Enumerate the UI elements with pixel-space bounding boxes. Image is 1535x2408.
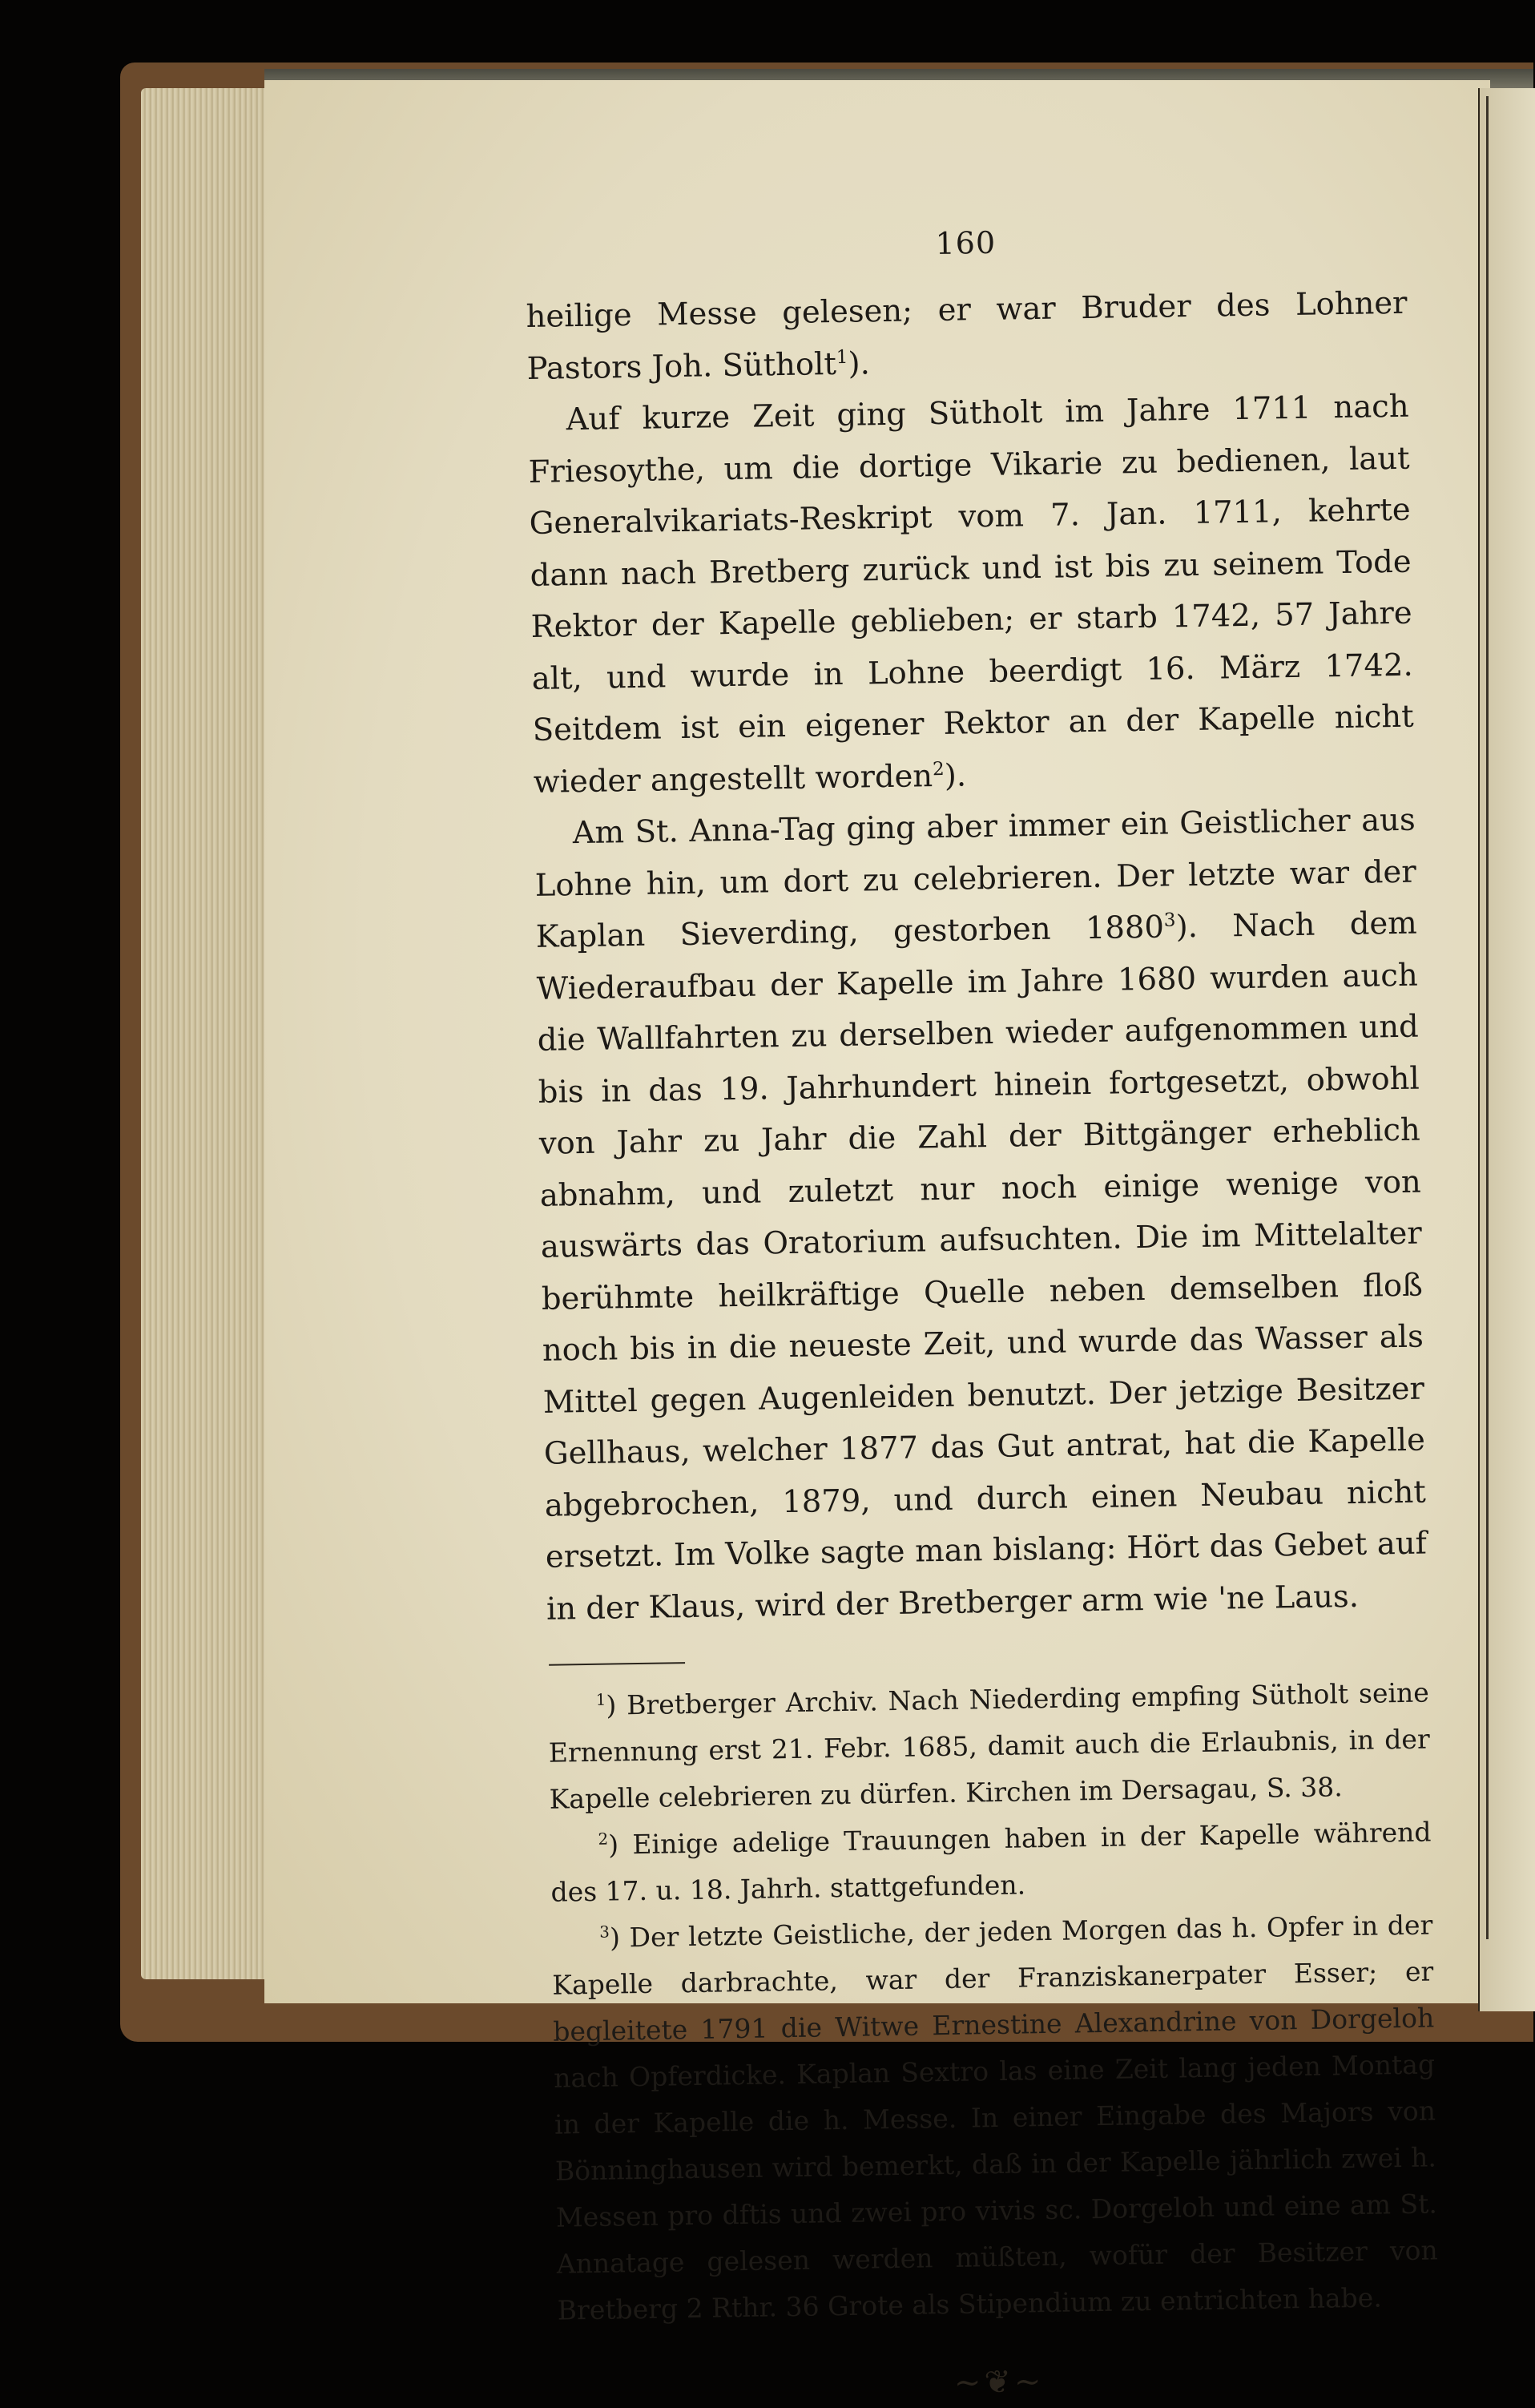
paragraph-text: Am St. Anna-Tag ging aber immer ein Geistlicher aus Lohne hin, um dort zu celebrieren. Der letzte war der Kaplan Sieverding, gestorben 1880: [534, 801, 1417, 955]
footnote-3: [551, 1902, 1439, 2333]
paragraph-1: [526, 278, 1408, 395]
footnote-separator: [549, 1662, 685, 1666]
paragraph-2: [527, 381, 1415, 809]
end-ornament-icon: ~❦~: [953, 2363, 1045, 2402]
paragraph-text: heilige Messe gelesen; er war Bruder des Lohner Pastors Joh. Sütholt: [526, 284, 1408, 387]
page-text-block: [525, 219, 1440, 2408]
footnote-mark: 1: [595, 1690, 606, 1709]
footnotes: [547, 1669, 1439, 2333]
body-text: [526, 278, 1428, 1636]
footnote-text: ) Bretberger Archiv. Nach Niederding empfing Sütholt seine Ernennung erst 21. Febr. 1685, damit auch die Erlaubnis, in der Kapelle celebrieren zu dürfen. Kirchen im Dersagau, S. 38.: [548, 1676, 1430, 1815]
footnote-ref-2: 2: [932, 758, 945, 780]
paragraph-3: [534, 795, 1428, 1636]
footnote-ref-1: 1: [836, 346, 848, 368]
footnote-2: [550, 1809, 1432, 1915]
paragraph-tail: ). Nach dem Wiederaufbau der Kapelle im Jahre 1680 wurden auch die Wallfahrten zu derselben wieder aufgenommen und bis in das 19. Jahrhundert hinein fortgesetzt, obwohl von Jahr zu Jahr die Zahl der Bittgänger erheblich abnahm, und zuletzt nur noch einige wenige von auswärts das Oratorium aufsuchten. Die im Mittelalter berühmte heilkräftige Quelle neben demselben floß noch bis in die neueste Zeit, und wurde das Wasser als Mittel gegen Augenleiden benutzt. Der jetzige Besitzer Gellhaus, welcher 1877 das Gut antrat, hat die Kapelle abgebrochen, 1879, und durch einen Neubau nicht ersetzt. Im Volke sagte man bislang: Hört das Gebet auf in der Klaus, wird der Bretberger arm wie 'ne Laus.: [536, 905, 1428, 1628]
paragraph-tail: ).: [944, 756, 967, 794]
footnote-text: ) Der letzte Geistliche, der jeden Morgen das h. Opfer in der Kapelle darbrachte, war der Franziskanerpater Esser; er begleitete 1791 die Witwe Ernestine Alexandrine von Dorgeloh nach Opferdicke. Kaplan Sextro las eine Zeit lang jeden Montag in der Kapelle die h. Messe. In einer Eingabe des Majors von Bönninghausen wird bemerkt, daß in der Kapelle jährlich zwei h. Messen pro dftis und zwei pro vivis sc. Dorgeloh und eine am St. Annatage gelesen werden müßten, wofür der Besitzer von Bretberg 2 Rthr. 36 Grote als Stipendium zu entrichten habe.: [552, 1909, 1438, 2326]
page-number: 160: [935, 224, 997, 261]
binding-line: [1486, 96, 1489, 1939]
footnote-1: [547, 1669, 1431, 1822]
footnote-ref-3: 3: [1163, 910, 1176, 931]
paragraph-tail: ).: [848, 345, 871, 382]
footnote-mark: 3: [599, 1922, 610, 1942]
paragraph-text: Auf kurze Zeit ging Sütholt im Jahre 1711 nach Friesoythe, um die dortige Vikarie zu bedienen, laut Generalvikariats-Reskript vom 7. Jan. 1711, kehrte dann nach Bretberg zurück und ist bis zu seinem Tode Rektor der Kapelle geblieben; er starb 1742, 57 Jahre alt, und wurde in Lohne beerdigt 16. März 1742. Seitdem ist ein eigener Rektor an der Kapelle nicht wieder angestellt worden: [528, 388, 1414, 801]
footnote-text: ) Einige adelige Trauungen haben in der Kapelle während des 17. u. 18. Jahrh. stattgefunden.: [550, 1816, 1432, 1908]
footnote-mark: 2: [598, 1829, 609, 1849]
page-edges-stack: [141, 88, 277, 1979]
